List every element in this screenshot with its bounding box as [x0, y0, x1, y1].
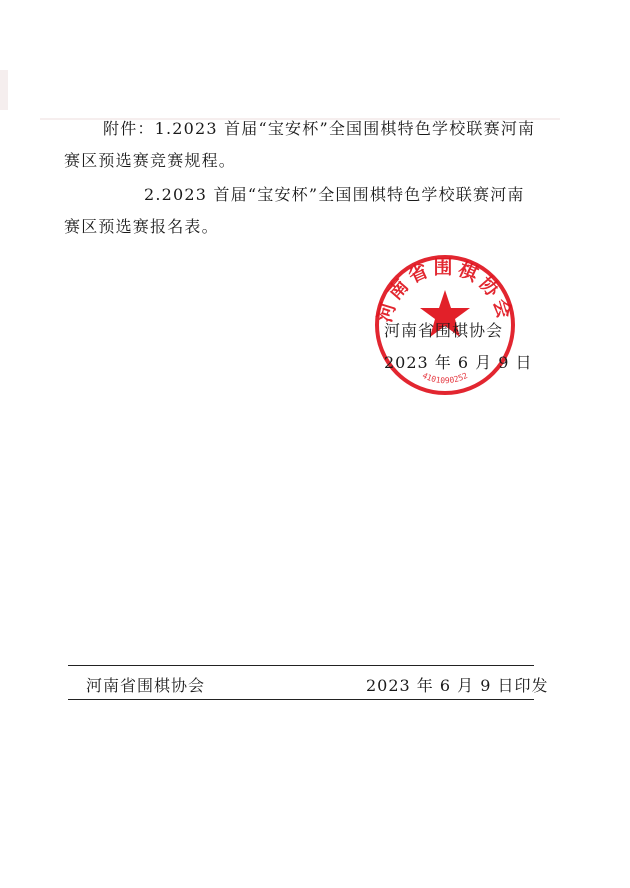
- attachment-1-line-2: 赛区预选赛竞赛规程。: [64, 151, 237, 170]
- signature-organization: 河南省围棋协会: [384, 321, 504, 340]
- attachment-1-line-1: 附件：1.2023 首届“宝安杯”全国围棋特色学校联赛河南: [103, 119, 536, 138]
- footer-rule-top: [68, 665, 534, 666]
- attachment-2-line-2: 赛区预选赛报名表。: [64, 217, 219, 236]
- edge-mark: [0, 70, 8, 110]
- signature-date: 2023 年 6 月 9 日: [384, 353, 533, 372]
- seal-text: 河南省围棋协会: [373, 256, 517, 325]
- footer-organization: 河南省围棋协会: [86, 676, 206, 695]
- footer-issue-date: 2023 年 6 月 9 日印发: [366, 676, 549, 695]
- seal-serial: 4101090252: [420, 370, 470, 386]
- footer-rule-bottom: [68, 699, 534, 700]
- attachment-2-line-1: 2.2023 首届“宝安杯”全国围棋特色学校联赛河南: [144, 185, 525, 204]
